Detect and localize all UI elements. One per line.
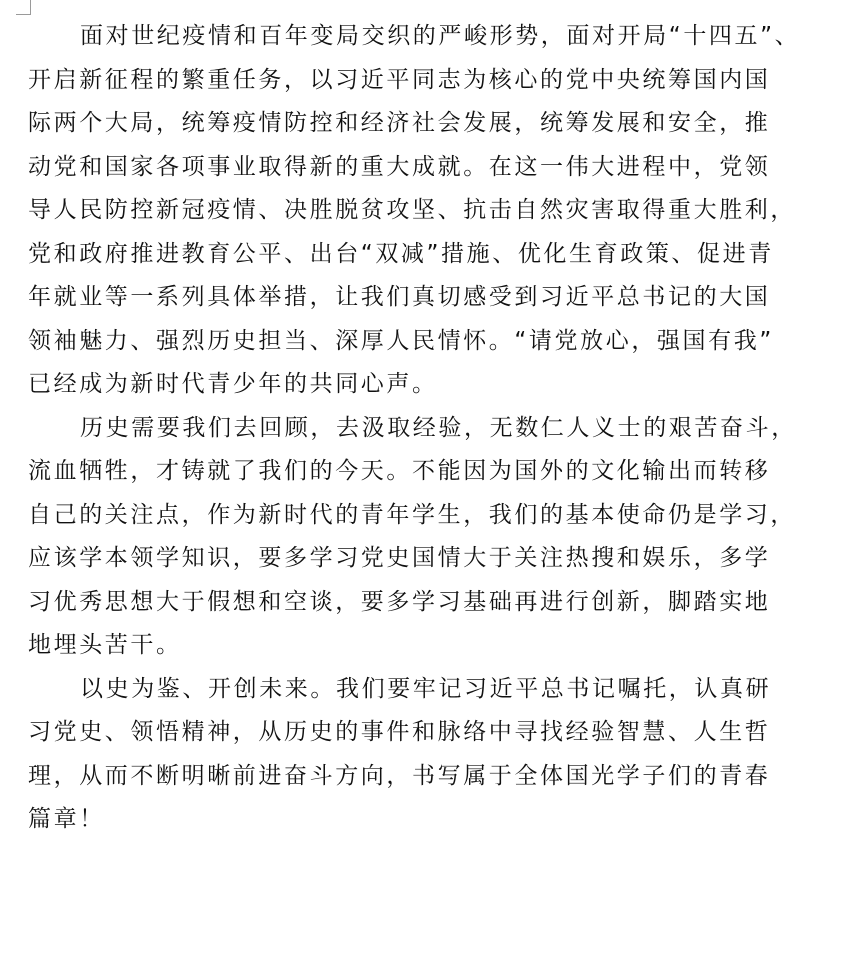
paragraph-line: 动党和国家各项事业取得新的重大成就。在这一伟大进程中，党领 [28,153,771,180]
paragraph-line: 篇章！ [28,806,105,832]
paragraph-line: 地埋头苦干。 [28,632,182,658]
paragraph-line: 流血牺牲，才铸就了我们的今天。不能因为国外的文化输出而转移 [28,458,771,484]
paragraph-line: 面对世纪疫情和百年变局交织的严峻形势，面对开局“十四五”、 [80,23,801,49]
paragraph-3 [28,668,840,842]
paragraph-line: 历史需要我们去回顾，去汲取经验，无数仁人义士的艰苦奋斗， [80,414,797,441]
paragraph-2 [28,407,840,668]
paragraph-line: 应该学本领学知识，要多学习党史国情大于关注热搜和娱乐，多学 [28,545,771,571]
paragraph-line: 领袖魅力、强烈历史担当、深厚人民情怀。“请党放心，强国有我” [28,327,774,354]
paragraph-line: 已经成为新时代青少年的共同心声。 [28,371,438,397]
paragraph-line: 党和政府推进教育公平、出台“双减”措施、优化生育政策、促进青 [28,240,774,267]
paragraph-line: 以史为鉴、开创未来。我们要牢记习近平总书记嘱托，认真研 [80,675,772,702]
paragraph-line: 导人民防控新冠疫情、决胜脱贫攻坚、抗击自然灾害取得重大胜利， [28,197,796,223]
paragraph-line: 年就业等一系列具体举措，让我们真切感受到习近平总书记的大国 [28,284,771,310]
paragraph-line: 开启新征程的繁重任务，以习近平同志为核心的党中央统筹国内国 [28,66,771,93]
paragraph-line: 际两个大局，统筹疫情防控和经济社会发展，统筹发展和安全，推 [28,110,771,136]
paragraph-line: 习党史、领悟精神，从历史的事件和脉络中寻找经验智慧、人生哲 [28,719,771,745]
paragraph-1 [28,15,840,407]
paragraph-line: 自己的关注点，作为新时代的青年学生，我们的基本使命仍是学习， [28,501,796,528]
page-corner-mark [16,0,31,15]
paragraph-line: 习优秀思想大于假想和空谈，要多学习基础再进行创新，脚踏实地 [28,588,771,615]
document-body [28,15,840,842]
paragraph-line: 理，从而不断明晰前进奋斗方向，书写属于全体国光学子们的青春 [28,762,771,789]
